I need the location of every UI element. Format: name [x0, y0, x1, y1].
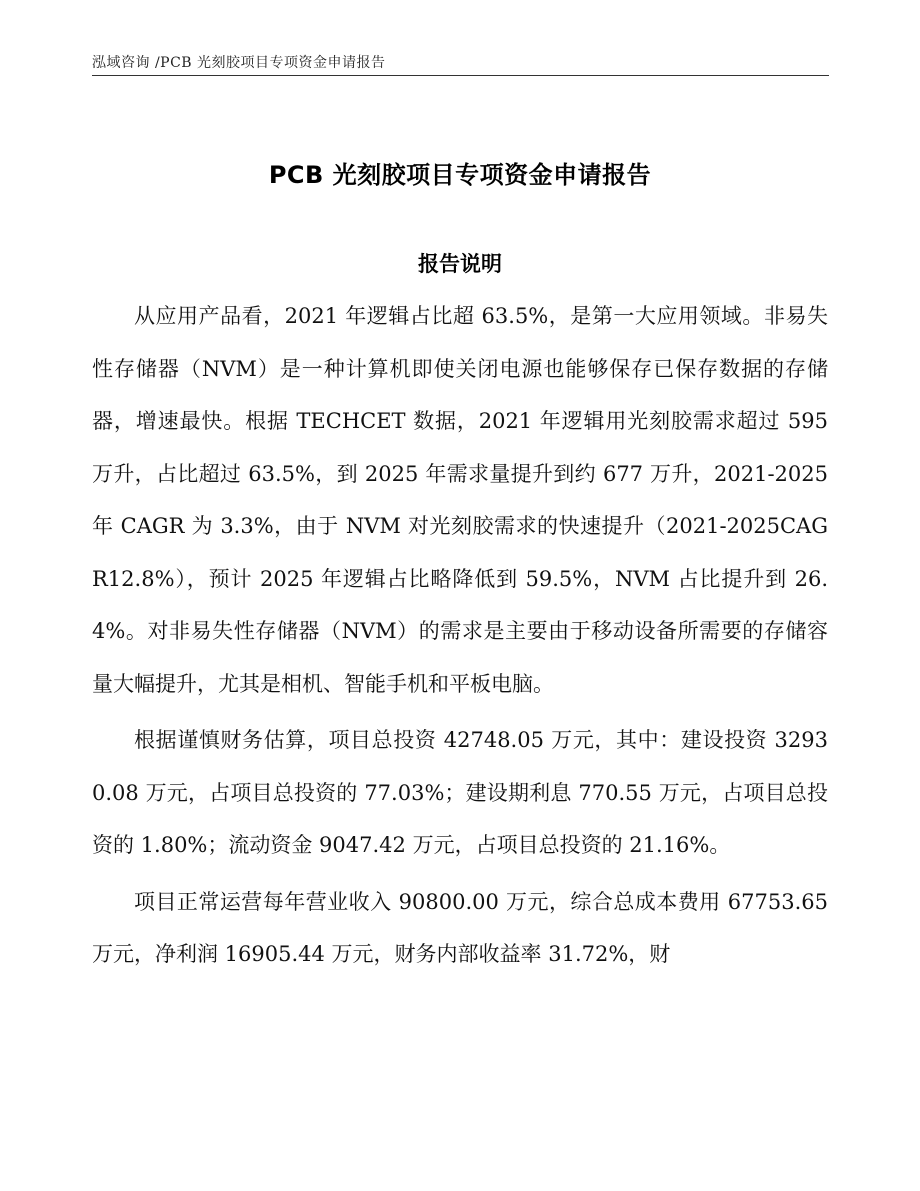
- paragraph-revenue: 项目正常运营每年营业收入 90800.00 万元，综合总成本费用 67753.65 万元，净利润 16905.44 万元，财务内部收益率 31.72%，财: [92, 889, 828, 966]
- paragraph-investment: 根据谨慎财务估算，项目总投资 42748.05 万元，其中：建设投资 32930.08 万元，占项目总投资的 77.03%；建设期利息 770.55 万元，占项目总投资的 1.80%；流动资金 9047.42 万元，占项目总投资的 21.16%。: [92, 728, 828, 857]
- document-title: PCB 光刻胶项目专项资金申请报告: [268, 161, 652, 189]
- paragraph-application: 从应用产品看，2021 年逻辑占比超 63.5%，是第一大应用领域。非易失性存储器（NVM）是一种计算机即使关闭电源也能够保存已保存数据的存储器，增速最快。根据 TECHCET 数据，2021 年逻辑用光刻胶需求超过 595 万升，占比超过 63.5%，到 2025 年需求量提升到约 677 万升，2021-2025 年 CAGR 为 3.3%，由于 NVM 对光刻胶需求的快速提升（2021-2025CAGR12.8%），预计 2025 年逻辑占比略降低到 59.5%，NVM 占比提升到 26.4%。对非易失性存储器（NVM）的需求是主要由于移动设备所需要的存储容量大幅提升，尤其是相机、智能手机和平板电脑。: [92, 304, 828, 696]
- section-heading: 报告说明: [418, 252, 502, 276]
- header-divider: [92, 75, 829, 76]
- running-header: 泓域咨询 /PCB 光刻胶项目专项资金申请报告: [92, 55, 386, 71]
- document-body: [92, 290, 828, 981]
